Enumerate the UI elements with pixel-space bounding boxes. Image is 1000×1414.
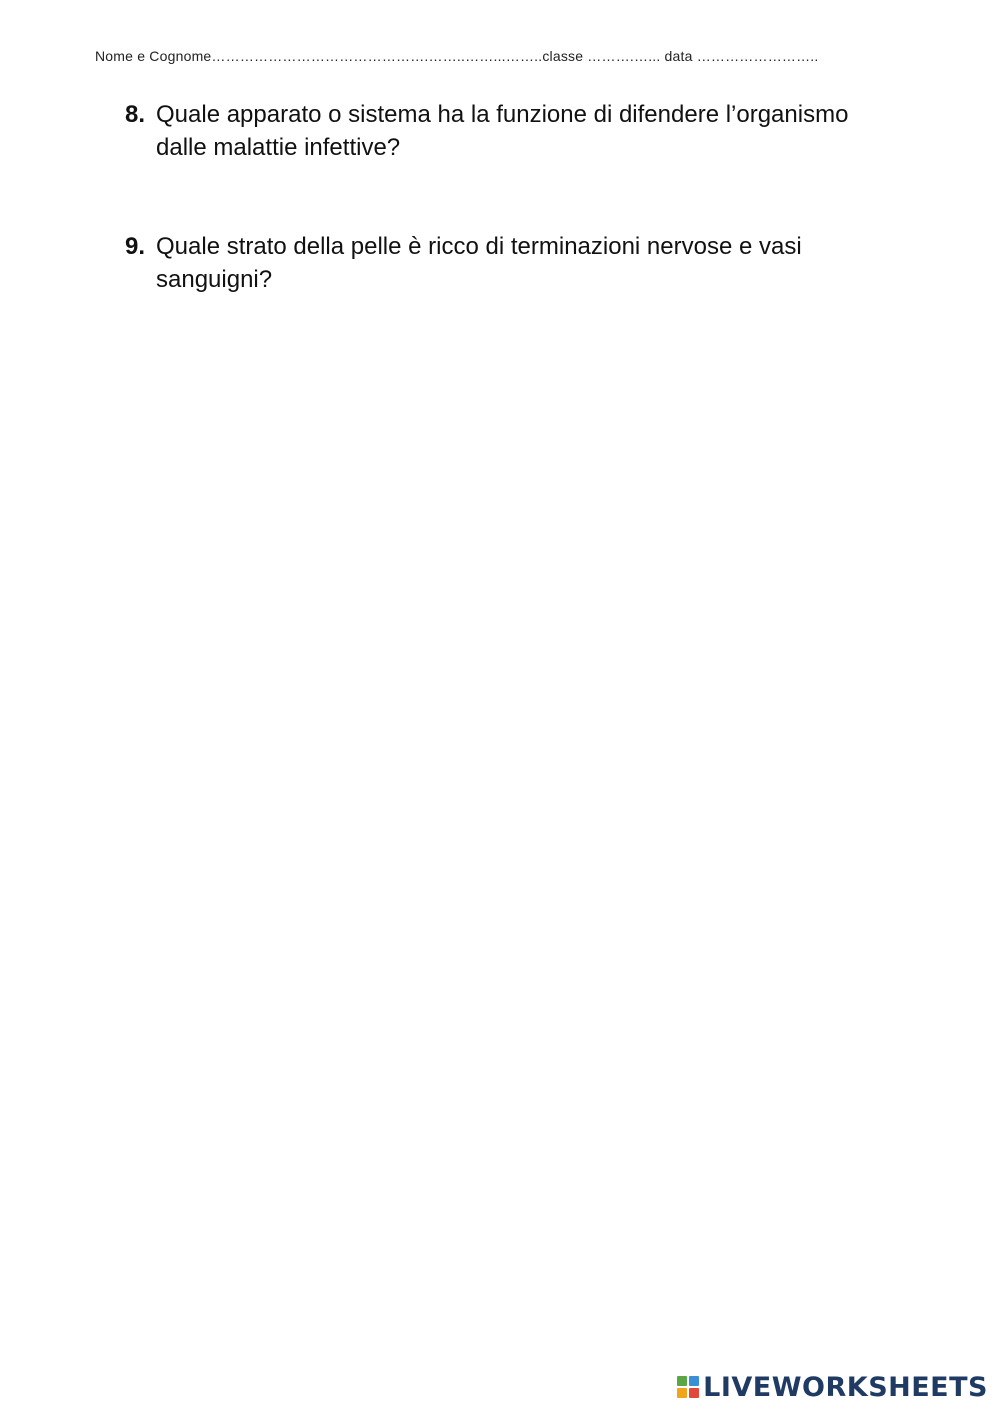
liveworksheets-logo	[677, 1370, 988, 1404]
question-number: 8.	[125, 101, 146, 128]
question-text: Quale apparato o sistema ha la funzione di difendere l’organismo dalle malattie infettive?	[156, 101, 849, 161]
logo-tile	[677, 1376, 687, 1386]
name-class-date-line: Nome e Cognome……………………………………….……..……...……..classe ……….…... data ……………………..	[95, 48, 819, 64]
question-8	[125, 98, 885, 164]
question-text: Quale strato della pelle è ricco di terminazioni nervose e vasi sanguigni?	[156, 233, 802, 293]
question-number: 9.	[125, 233, 146, 260]
question-9	[125, 230, 885, 296]
logo-tile	[677, 1388, 687, 1398]
logo-wordmark: LIVEWORKSHEETS	[703, 1371, 988, 1403]
logo-tiles-icon	[677, 1376, 699, 1398]
logo-tile	[689, 1388, 699, 1398]
logo-tile	[689, 1376, 699, 1386]
